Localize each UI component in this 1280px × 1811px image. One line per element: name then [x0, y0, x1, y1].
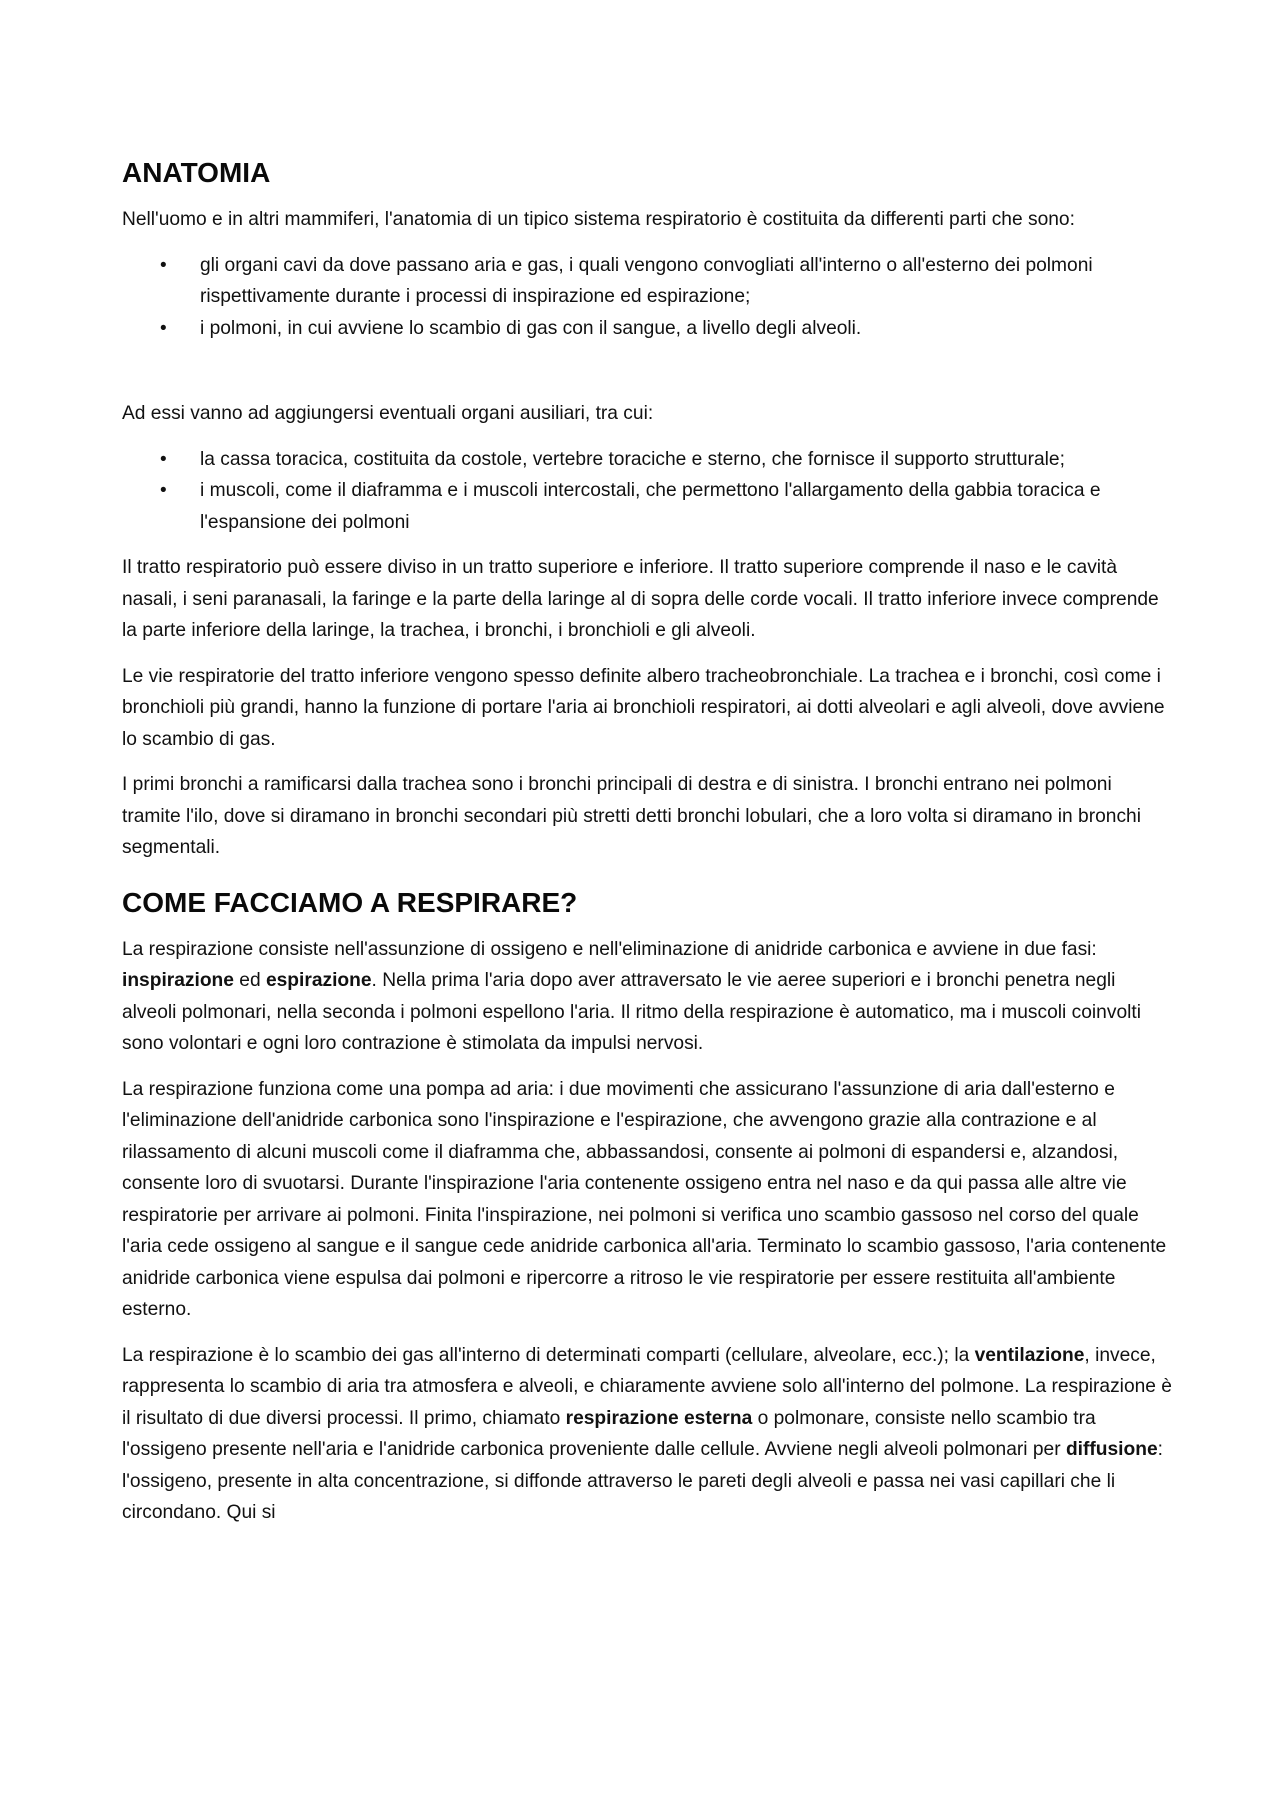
paragraph-scambio-gas: La respirazione è lo scambio dei gas all'interno di determinati comparti (cellulare, alveolare, ecc.); la ventilazione, invece, rappresenta lo scambio di aria tra atmosfera e alveoli, e chiaramente avviene solo all'interno del polmone. La respirazione è il risultato di due diversi processi. Il primo, chiamato respirazione esterna o polmonare, consiste nello scambio tra l'ossigeno presente nell'aria e l'anidride carbonica proveniente dalle cellule. Avviene negli alveoli polmonari per diffusione: l'ossigeno, presente in alta concentrazione, si diffonde attraverso le pareti degli alveoli e passa nei vasi capillari che li circondano. Qui si	[122, 1344, 1172, 1523]
paragraph-tratto-respiratorio: Il tratto respiratorio può essere diviso in un tratto superiore e inferiore. Il tratto superiore comprende il naso e le cavità nasali, i seni paranasali, la faringe e la parte della laringe al di sopra delle corde vocali. Il tratto inferiore invece comprende la parte inferiore della laringe, la trachea, i bronchi, i bronchioli e gli alveoli.	[122, 557, 1159, 641]
document-page	[122, 156, 1172, 1543]
auxiliary-organs-list	[122, 444, 1172, 539]
paragraph-respirazione: La respirazione consiste nell'assunzione di ossigeno e nell'eliminazione di anidride carbonica e avviene in due fasi: inspirazione ed espirazione. Nella prima l'aria dopo aver attraversato le vie aeree superiori e i bronchi penetra negli alveoli polmonari, nella seconda i polmoni espellono l'aria. Il ritmo della respirazione è automatico, ma i muscoli coinvolti sono volontari e ogni loro contrazione è stimolata da impulsi nervosi.	[122, 938, 1141, 1054]
paragraph-bronchi: I primi bronchi a ramificarsi dalla trachea sono i bronchi principali di destra e di sinistra. I bronchi entrano nei polmoni tramite l'ilo, dove si diramano in bronchi secondari più stretti detti bronchi lobulari, che a loro volta si diramano in bronchi segmentali.	[122, 774, 1141, 858]
intro-paragraph: Nell'uomo e in altri mammiferi, l'anatomia di un tipico sistema respiratorio è costituita da differenti parti che sono:	[122, 209, 1075, 230]
bold-term: inspirazione	[122, 970, 234, 991]
bullet-icon: •	[160, 448, 167, 470]
spacer	[122, 358, 1172, 398]
auxiliary-intro: Ad essi vanno ad aggiungersi eventuali organi ausiliari, tra cui:	[122, 403, 654, 424]
bold-term: diffusione	[1065, 1439, 1158, 1460]
paragraph-vie-respiratorie: Le vie respiratorie del tratto inferiore vengono spesso definite albero tracheobronchiale. La trachea e i bronchi, così come i bronchioli più grandi, hanno la funzione di portare l'aria ai bronchioli respiratori, ai dotti alveolari e agli alveoli, dove avviene lo scambio di gas.	[122, 665, 1165, 750]
organs-list	[122, 250, 1172, 345]
bold-term: espirazione	[265, 970, 372, 991]
bullet-icon: •	[160, 480, 167, 501]
list-item: • gli organi cavi da dove passano aria e gas, i quali vengono convogliati all'interno o all'esterno dei polmoni rispettivamente durante i processi di inspirazione ed espirazione;	[200, 250, 1172, 313]
list-item: • la cassa toracica, costituita da costole, vertebre toraciche e sterno, che fornisce il supporto strutturale;	[200, 444, 1172, 476]
list-item: • i muscoli, come il diaframma e i muscoli intercostali, che permettono l'allargamento della gabbia toracica e l'espansione dei polmoni	[200, 475, 1172, 538]
bold-term: respirazione esterna	[565, 1407, 753, 1429]
bold-term: ventilazione	[974, 1344, 1085, 1366]
bullet-icon: •	[160, 317, 167, 339]
paragraph-pompa-aria: La respirazione funziona come una pompa ad aria: i due movimenti che assicurano l'assunzione di aria dall'esterno e l'eliminazione dell'anidride carbonica sono l'inspirazione e l'espirazione, che avvengono grazie alla contrazione e al rilassamento di alcuni muscoli come il diaframma che, abbassandosi, consente ai polmoni di espandersi e, alzandosi, consente loro di svuotarsi. Durante l'inspirazione l'aria contenente ossigeno entra nel naso e da qui passa alle altre vie respiratorie per arrivare ai polmoni. Finita l'inspirazione, nei polmoni si verifica uno scambio gassoso nel corso del quale l'aria cede ossigeno al sangue e il sangue cede anidride carbonica all'aria. Terminato lo scambio gassoso, l'aria contenente anidride carbonica viene espulsa dai polmoni e ripercorre a ritroso le vie respiratorie per essere restituita all'ambiente esterno.	[122, 1078, 1167, 1320]
heading-anatomia: ANATOMIA	[122, 157, 271, 188]
list-item: • i polmoni, in cui avviene lo scambio di gas con il sangue, a livello degli alveoli.	[200, 313, 1172, 345]
heading-come-respirare: COME FACCIAMO A RESPIRARE?	[122, 886, 578, 918]
bullet-icon: •	[160, 254, 167, 276]
